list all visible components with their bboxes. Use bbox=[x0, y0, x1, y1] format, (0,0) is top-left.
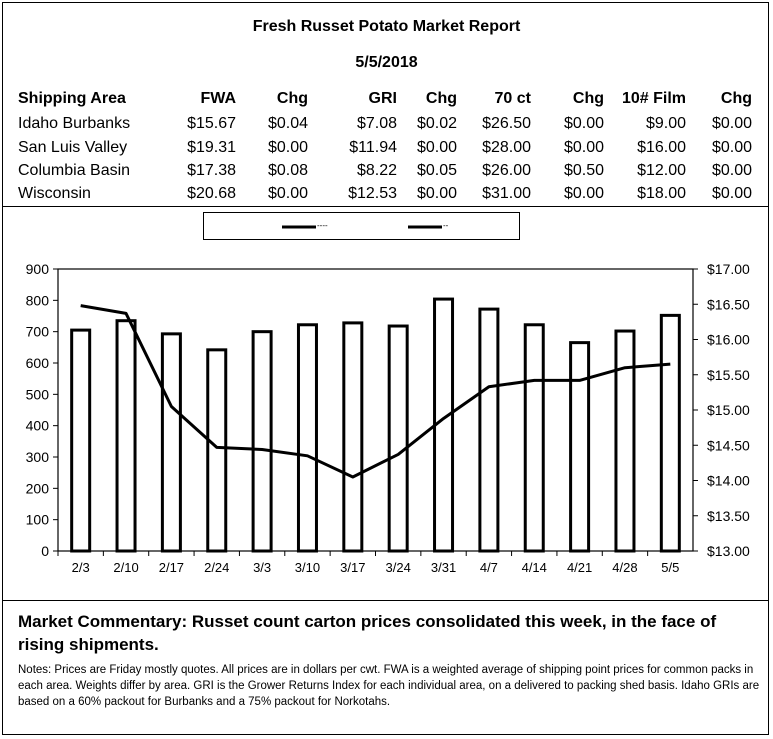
table-row-3-cell-1: $20.68 bbox=[187, 185, 236, 202]
bar bbox=[253, 332, 271, 551]
bar bbox=[616, 331, 634, 551]
table-row-2-cell-1: $17.38 bbox=[187, 162, 236, 179]
bar bbox=[525, 325, 543, 551]
table-header-4: Chg bbox=[425, 90, 457, 107]
left-tick-label: 600 bbox=[25, 355, 49, 371]
table-row-1-cell-5: $28.00 bbox=[482, 139, 531, 156]
legend-label-1: ---- bbox=[317, 221, 328, 230]
x-tick-label: 3/31 bbox=[430, 560, 457, 575]
right-tick-label: $16.00 bbox=[707, 331, 750, 348]
table-row-0-cell-7: $9.00 bbox=[645, 115, 686, 132]
table-row-1-cell-7: $16.00 bbox=[637, 139, 686, 156]
bar bbox=[344, 323, 362, 551]
table-row-3-cell-4: $0.00 bbox=[416, 185, 457, 202]
report-title: Fresh Russet Potato Market Report bbox=[252, 18, 521, 35]
table-header-6: Chg bbox=[572, 90, 604, 107]
bar bbox=[208, 350, 226, 551]
table-row-2-cell-4: $0.05 bbox=[416, 162, 457, 179]
right-tick-label: $15.50 bbox=[707, 366, 750, 383]
report-date: 5/5/2018 bbox=[355, 54, 418, 71]
x-tick-label: 4/21 bbox=[566, 560, 593, 575]
right-tick-label: $16.50 bbox=[707, 296, 750, 313]
right-tick-label: $14.50 bbox=[707, 437, 750, 454]
market-commentary: Market Commentary: Russet count carton prices consolidated this week, in the face of rising shipments. bbox=[18, 612, 717, 654]
table-row-1-cell-3: $11.94 bbox=[349, 139, 397, 156]
bar bbox=[117, 321, 135, 551]
table-row-0-cell-1: $15.67 bbox=[187, 115, 236, 132]
table-row-1-cell-8: $0.00 bbox=[711, 139, 752, 156]
table-row-0-cell-6: $0.00 bbox=[563, 115, 604, 132]
table-header-7: 10# Film bbox=[621, 90, 686, 107]
table-row-1-cell-4: $0.00 bbox=[416, 139, 457, 156]
table-row-2-cell-0: Columbia Basin bbox=[18, 162, 131, 179]
table-header-0: Shipping Area bbox=[18, 90, 126, 107]
chart-divider bbox=[2, 600, 769, 601]
table-row-0-cell-4: $0.02 bbox=[416, 115, 457, 132]
left-tick-label: 400 bbox=[25, 417, 49, 434]
x-tick-label: 3/17 bbox=[340, 560, 366, 575]
legend-label-2: -- bbox=[443, 221, 449, 230]
table-row-2-cell-5: $26.00 bbox=[482, 162, 531, 179]
x-tick-label: 5/5 bbox=[661, 560, 680, 575]
bar bbox=[162, 334, 180, 551]
bar bbox=[661, 315, 679, 551]
left-tick-label: 700 bbox=[25, 323, 49, 340]
table-header-5: 70 ct bbox=[494, 90, 531, 107]
table-row-3-cell-3: $12.53 bbox=[348, 185, 397, 202]
table-row-0-cell-5: $26.50 bbox=[482, 115, 531, 132]
table-row-2-cell-2: $0.08 bbox=[267, 162, 308, 179]
x-tick-label: 2/17 bbox=[158, 560, 185, 575]
left-tick-label: 800 bbox=[25, 292, 49, 309]
table-row-0-cell-2: $0.04 bbox=[267, 115, 308, 132]
x-tick-label: 3/24 bbox=[385, 560, 411, 575]
table-row-1-cell-2: $0.00 bbox=[267, 139, 308, 156]
table-row-0-cell-8: $0.00 bbox=[711, 115, 752, 132]
left-tick-label: 200 bbox=[25, 480, 49, 497]
table-row-3-cell-0: Wisconsin bbox=[18, 185, 91, 202]
x-tick-label: 2/10 bbox=[113, 560, 139, 575]
bar bbox=[298, 325, 316, 551]
table-row-2-cell-8: $0.00 bbox=[711, 162, 752, 179]
bar bbox=[571, 343, 589, 551]
right-tick-label: $15.00 bbox=[707, 402, 750, 418]
bar bbox=[480, 309, 498, 551]
table-header-2: Chg bbox=[276, 90, 308, 107]
right-tick-label: $17.00 bbox=[707, 261, 750, 277]
table-row-1-cell-1: $19.31 bbox=[187, 139, 236, 156]
report-notes: Notes: Prices are Friday mostly quotes. All prices are in dollars per cwt. FWA is a weighted average of shipping point prices for common packs in each area. Weights differ by area. GRI is the Grower Returns Index for each individual area, on a delivered to packing shed basis. Idaho GRIs are based on a 60% packout for Burbanks and a 75% packout for Norkotahs. bbox=[18, 664, 760, 708]
table-row-2-cell-3: $8.22 bbox=[356, 162, 397, 179]
right-tick-label: $14.00 bbox=[707, 472, 750, 489]
x-tick-label: 2/3 bbox=[71, 560, 90, 575]
table-row-3-cell-8: $0.00 bbox=[711, 185, 752, 202]
table-row-2-cell-6: $0.50 bbox=[563, 162, 604, 179]
table-row-3-cell-7: $18.00 bbox=[637, 185, 686, 202]
table-header-1: FWA bbox=[200, 90, 236, 107]
x-tick-label: 4/7 bbox=[479, 560, 498, 575]
bar bbox=[389, 326, 407, 551]
table-row-3-cell-5: $31.00 bbox=[482, 185, 531, 202]
plot-area bbox=[58, 269, 693, 551]
x-tick-label: 2/24 bbox=[204, 560, 230, 575]
right-tick-label: $13.00 bbox=[707, 543, 750, 559]
table-header-3: GRI bbox=[368, 90, 397, 107]
left-tick-label: 300 bbox=[25, 449, 49, 465]
table-row-1-cell-6: $0.00 bbox=[563, 139, 604, 156]
right-tick-label: $13.50 bbox=[707, 507, 750, 524]
table-row-1-cell-0: San Luis Valley bbox=[18, 139, 128, 156]
bar bbox=[72, 330, 90, 551]
x-tick-label: 4/28 bbox=[612, 560, 638, 575]
left-tick-label: 900 bbox=[25, 261, 49, 277]
x-tick-label: 3/10 bbox=[294, 560, 321, 575]
table-row-3-cell-2: $0.00 bbox=[267, 185, 308, 202]
x-tick-label: 3/3 bbox=[253, 560, 272, 575]
left-tick-label: 0 bbox=[41, 543, 49, 559]
table-header-8: Chg bbox=[720, 90, 752, 107]
table-row-2-cell-7: $12.00 bbox=[637, 162, 686, 179]
table-row-0-cell-0: Idaho Burbanks bbox=[18, 115, 131, 132]
table-row-0-cell-3: $7.08 bbox=[356, 115, 397, 132]
left-tick-label: 100 bbox=[25, 511, 49, 528]
left-tick-label: 500 bbox=[25, 386, 49, 403]
table-row-3-cell-6: $0.00 bbox=[563, 185, 604, 202]
x-tick-label: 4/14 bbox=[521, 560, 547, 575]
